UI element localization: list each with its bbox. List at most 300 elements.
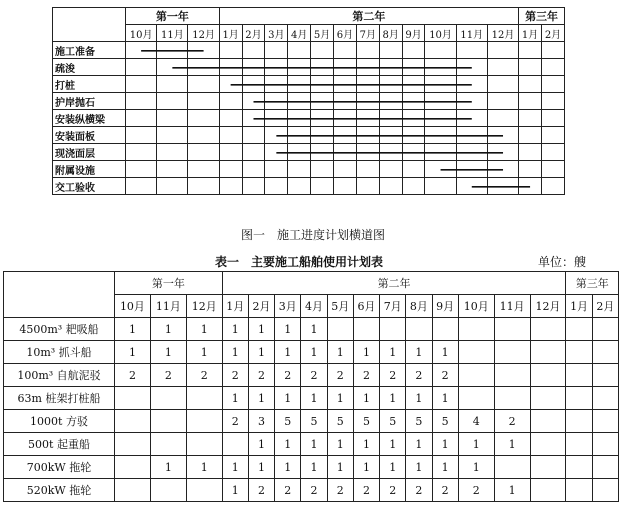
ship-count-cell: 2 — [248, 364, 274, 387]
ship-count-cell — [150, 433, 186, 456]
ship-count-cell: 1 — [353, 456, 379, 479]
ship-count-cell: 1 — [458, 456, 494, 479]
gantt-month-header: 12月 — [188, 25, 219, 42]
gantt-cell — [542, 127, 565, 144]
gantt-cell — [242, 161, 265, 178]
ship-count-cell: 2 — [150, 364, 186, 387]
gantt-cell — [402, 42, 425, 59]
ship-count-cell: 1 — [380, 456, 406, 479]
ship-row — [4, 410, 619, 433]
gantt-cell — [425, 144, 456, 161]
ship-count-cell: 1 — [458, 433, 494, 456]
ship-count-cell — [530, 433, 566, 456]
ship-count-cell: 5 — [353, 410, 379, 433]
gantt-task-name: 打桩 — [53, 76, 126, 93]
gantt-month-header: 6月 — [334, 25, 357, 42]
ship-name: 4500m³ 耙吸船 — [4, 318, 115, 341]
ship-count-cell — [530, 479, 566, 502]
gantt-cell — [288, 76, 311, 93]
ship-count-cell: 1 — [248, 433, 274, 456]
gantt-cell — [456, 178, 487, 195]
ship-count-cell — [494, 456, 530, 479]
ship-count-cell: 1 — [248, 387, 274, 410]
ship-count-cell: 2 — [494, 410, 530, 433]
gantt-task-name: 护岸抛石 — [53, 93, 126, 110]
ship-count-cell: 2 — [186, 364, 222, 387]
gantt-task-name: 施工准备 — [53, 42, 126, 59]
ship-count-cell — [458, 318, 494, 341]
ship-count-cell: 1 — [222, 341, 248, 364]
gantt-cell — [425, 178, 456, 195]
gantt-month-header: 2月 — [542, 25, 565, 42]
gantt-cell — [219, 93, 242, 110]
ship-count-cell — [530, 341, 566, 364]
gantt-cell — [188, 110, 219, 127]
gantt-cell — [242, 76, 265, 93]
gantt-cell — [242, 110, 265, 127]
gantt-task-row — [53, 42, 565, 59]
gantt-cell — [126, 144, 157, 161]
ship-row — [4, 364, 619, 387]
ship-count-cell: 2 — [432, 479, 458, 502]
gantt-cell — [425, 59, 456, 76]
gantt-cell — [188, 59, 219, 76]
ship-count-cell — [566, 479, 592, 502]
ships-month-header: 2月 — [248, 295, 274, 318]
gantt-cell — [519, 76, 542, 93]
ship-count-cell — [327, 318, 353, 341]
ship-count-cell — [150, 387, 186, 410]
ship-count-cell: 2 — [327, 364, 353, 387]
ship-count-cell: 5 — [327, 410, 353, 433]
ship-count-cell — [566, 318, 592, 341]
gantt-cell — [379, 127, 402, 144]
gantt-cell — [542, 42, 565, 59]
gantt-cell — [126, 42, 157, 59]
gantt-cell — [519, 144, 542, 161]
gantt-cell — [288, 59, 311, 76]
ship-count-cell: 2 — [353, 364, 379, 387]
gantt-cell — [402, 161, 425, 178]
gantt-cell — [157, 93, 188, 110]
gantt-cell — [356, 110, 379, 127]
ship-row — [4, 387, 619, 410]
ship-count-cell: 1 — [353, 433, 379, 456]
gantt-cell — [219, 76, 242, 93]
ship-count-cell: 1 — [406, 456, 432, 479]
ships-month-header: 10月 — [458, 295, 494, 318]
ships-month-header: 7月 — [380, 295, 406, 318]
ship-count-cell — [186, 410, 222, 433]
ship-name: 700kW 拖轮 — [4, 456, 115, 479]
ship-count-cell — [530, 456, 566, 479]
ship-count-cell: 1 — [432, 456, 458, 479]
gantt-task-row — [53, 161, 565, 178]
gantt-cell — [379, 161, 402, 178]
gantt-cell — [487, 76, 518, 93]
gantt-cell — [542, 144, 565, 161]
ship-count-cell — [458, 364, 494, 387]
ship-count-cell — [494, 341, 530, 364]
ship-count-cell: 5 — [301, 410, 327, 433]
gantt-month-header: 11月 — [157, 25, 188, 42]
gantt-cell — [402, 127, 425, 144]
gantt-task-row — [53, 127, 565, 144]
gantt-cell — [425, 76, 456, 93]
gantt-task-name: 交工验收 — [53, 178, 126, 195]
gantt-cell — [519, 127, 542, 144]
gantt-cell — [487, 144, 518, 161]
gantt-cell — [542, 161, 565, 178]
ship-count-cell — [186, 433, 222, 456]
gantt-task-row — [53, 59, 565, 76]
gantt-task-row — [53, 110, 565, 127]
gantt-cell — [242, 59, 265, 76]
ship-count-cell — [494, 364, 530, 387]
gantt-cell — [311, 42, 334, 59]
gantt-cell — [242, 144, 265, 161]
ship-count-cell — [566, 410, 592, 433]
gantt-cell — [379, 178, 402, 195]
ship-count-cell: 2 — [327, 479, 353, 502]
gantt-year-header: 第二年 — [219, 8, 518, 25]
gantt-cell — [542, 110, 565, 127]
gantt-year-header: 第一年 — [126, 8, 220, 25]
ship-count-cell: 1 — [380, 387, 406, 410]
ship-count-cell: 2 — [432, 364, 458, 387]
ship-count-cell: 1 — [222, 318, 248, 341]
ship-count-cell: 1 — [222, 387, 248, 410]
ship-count-cell: 5 — [406, 410, 432, 433]
ship-count-cell: 1 — [150, 456, 186, 479]
gantt-cell — [356, 178, 379, 195]
ship-count-cell — [530, 318, 566, 341]
ship-count-cell — [592, 341, 618, 364]
table-unit: 单位：艘 — [538, 255, 587, 269]
gantt-corner — [53, 8, 126, 42]
ship-count-cell: 2 — [248, 479, 274, 502]
ship-count-cell: 1 — [301, 456, 327, 479]
gantt-cell — [265, 144, 288, 161]
ships-month-header: 9月 — [432, 295, 458, 318]
gantt-cell — [334, 127, 357, 144]
ship-count-cell: 1 — [406, 387, 432, 410]
gantt-cell — [288, 161, 311, 178]
gantt-month-header: 10月 — [126, 25, 157, 42]
gantt-cell — [288, 42, 311, 59]
ship-name: 520kW 拖轮 — [4, 479, 115, 502]
gantt-cell — [157, 59, 188, 76]
gantt-cell — [188, 93, 219, 110]
gantt-task-name: 现浇面层 — [53, 144, 126, 161]
gantt-cell — [456, 127, 487, 144]
gantt-cell — [157, 76, 188, 93]
ship-count-cell — [592, 410, 618, 433]
gantt-task-row — [53, 93, 565, 110]
ship-count-cell: 4 — [458, 410, 494, 433]
gantt-month-row — [53, 25, 565, 42]
gantt-task-name: 附属设施 — [53, 161, 126, 178]
ship-count-cell — [150, 410, 186, 433]
ship-count-cell: 1 — [432, 433, 458, 456]
ships-month-header: 11月 — [494, 295, 530, 318]
ship-count-cell — [115, 433, 151, 456]
ship-count-cell — [494, 318, 530, 341]
gantt-cell — [311, 127, 334, 144]
gantt-cell — [334, 144, 357, 161]
gantt-cell — [402, 178, 425, 195]
gantt-month-header: 9月 — [402, 25, 425, 42]
ships-year-header: 第二年 — [222, 272, 566, 295]
gantt-cell — [242, 127, 265, 144]
ship-count-cell: 1 — [275, 387, 301, 410]
ship-count-cell — [566, 433, 592, 456]
ship-name: 100m³ 自航泥驳 — [4, 364, 115, 387]
ship-name: 10m³ 抓斗船 — [4, 341, 115, 364]
ship-count-cell: 2 — [115, 364, 151, 387]
gantt-month-header: 12月 — [487, 25, 518, 42]
gantt-cell — [402, 59, 425, 76]
gantt-task-row — [53, 178, 565, 195]
gantt-month-header: 3月 — [265, 25, 288, 42]
gantt-cell — [288, 127, 311, 144]
ship-count-cell — [566, 341, 592, 364]
gantt-task-name: 安装面板 — [53, 127, 126, 144]
ship-count-cell: 1 — [248, 341, 274, 364]
ship-count-cell — [406, 318, 432, 341]
ships-month-header: 1月 — [566, 295, 592, 318]
ship-count-cell — [592, 387, 618, 410]
gantt-task-name: 安装纵横梁 — [53, 110, 126, 127]
ship-count-cell: 2 — [301, 364, 327, 387]
ship-count-cell: 5 — [380, 410, 406, 433]
ship-count-cell — [115, 410, 151, 433]
ship-count-cell: 2 — [275, 479, 301, 502]
ship-count-cell: 1 — [222, 479, 248, 502]
ships-year-row — [4, 272, 619, 295]
ship-count-cell: 2 — [353, 479, 379, 502]
ship-count-cell: 1 — [380, 341, 406, 364]
gantt-cell — [402, 144, 425, 161]
gantt-cell — [219, 110, 242, 127]
gantt-cell — [519, 110, 542, 127]
gantt-cell — [542, 76, 565, 93]
ship-count-cell: 1 — [301, 341, 327, 364]
gantt-task-row — [53, 76, 565, 93]
gantt-cell — [334, 93, 357, 110]
gantt-cell — [456, 93, 487, 110]
gantt-cell — [311, 59, 334, 76]
gantt-cell — [456, 144, 487, 161]
gantt-cell — [542, 93, 565, 110]
ship-count-cell: 1 — [494, 479, 530, 502]
gantt-month-header: 4月 — [288, 25, 311, 42]
gantt-cell — [334, 110, 357, 127]
ship-count-cell — [592, 433, 618, 456]
ship-count-cell — [494, 387, 530, 410]
ship-row — [4, 341, 619, 364]
gantt-cell — [219, 161, 242, 178]
table-title: 表一 主要施工船舶使用计划表 — [215, 255, 384, 269]
gantt-cell — [456, 110, 487, 127]
gantt-task-row — [53, 144, 565, 161]
gantt-month-header: 8月 — [379, 25, 402, 42]
ships-month-header: 6月 — [353, 295, 379, 318]
gantt-cell — [425, 161, 456, 178]
ships-month-header: 8月 — [406, 295, 432, 318]
gantt-cell — [311, 76, 334, 93]
gantt-cell — [242, 178, 265, 195]
ship-count-cell: 1 — [248, 318, 274, 341]
figure-caption: 图一 施工进度计划横道图 — [240, 228, 385, 242]
gantt-cell — [487, 59, 518, 76]
gantt-cell — [425, 93, 456, 110]
gantt-cell — [356, 144, 379, 161]
ships-month-header: 4月 — [301, 295, 327, 318]
ship-count-cell: 1 — [327, 387, 353, 410]
gantt-cell — [288, 144, 311, 161]
ship-count-cell: 1 — [115, 318, 151, 341]
ship-count-cell: 1 — [301, 318, 327, 341]
gantt-cell — [265, 178, 288, 195]
ship-count-cell: 2 — [458, 479, 494, 502]
ships-month-header: 12月 — [530, 295, 566, 318]
gantt-cell — [219, 178, 242, 195]
gantt-cell — [356, 127, 379, 144]
gantt-cell — [157, 42, 188, 59]
gantt-cell — [519, 178, 542, 195]
ship-count-cell — [150, 479, 186, 502]
ship-name: 63m 桩架打桩船 — [4, 387, 115, 410]
gantt-cell — [157, 110, 188, 127]
gantt-cell — [519, 59, 542, 76]
gantt-cell — [334, 76, 357, 93]
ship-row — [4, 318, 619, 341]
gantt-cell — [311, 178, 334, 195]
ships-year-header: 第三年 — [566, 272, 619, 295]
gantt-cell — [334, 178, 357, 195]
gantt-table — [52, 7, 565, 195]
gantt-cell — [242, 42, 265, 59]
gantt-cell — [265, 127, 288, 144]
gantt-cell — [487, 110, 518, 127]
gantt-cell — [126, 127, 157, 144]
ship-count-cell — [432, 318, 458, 341]
gantt-cell — [356, 93, 379, 110]
ship-count-cell — [530, 387, 566, 410]
gantt-cell — [456, 42, 487, 59]
gantt-cell — [188, 161, 219, 178]
ship-count-cell — [186, 479, 222, 502]
gantt-cell — [219, 59, 242, 76]
ship-count-cell: 1 — [301, 433, 327, 456]
gantt-cell — [219, 127, 242, 144]
ship-count-cell: 2 — [301, 479, 327, 502]
ship-count-cell: 1 — [406, 433, 432, 456]
gantt-cell — [126, 59, 157, 76]
ships-corner — [4, 272, 115, 318]
ships-month-header: 11月 — [150, 295, 186, 318]
gantt-cell — [334, 59, 357, 76]
ships-month-header: 3月 — [275, 295, 301, 318]
gantt-cell — [356, 161, 379, 178]
gantt-cell — [425, 42, 456, 59]
ships-month-header: 5月 — [327, 295, 353, 318]
gantt-cell — [188, 42, 219, 59]
ship-count-cell — [115, 387, 151, 410]
gantt-cell — [402, 93, 425, 110]
ship-row — [4, 433, 619, 456]
gantt-cell — [542, 59, 565, 76]
gantt-cell — [334, 161, 357, 178]
gantt-cell — [157, 127, 188, 144]
gantt-cell — [126, 93, 157, 110]
gantt-cell — [126, 110, 157, 127]
ship-count-cell — [566, 387, 592, 410]
gantt-cell — [425, 127, 456, 144]
ship-count-cell: 1 — [275, 318, 301, 341]
gantt-year-header: 第三年 — [519, 8, 565, 25]
gantt-cell — [334, 42, 357, 59]
gantt-cell — [379, 59, 402, 76]
gantt-cell — [311, 144, 334, 161]
ship-count-cell — [458, 341, 494, 364]
gantt-month-header: 5月 — [311, 25, 334, 42]
gantt-month-header: 1月 — [219, 25, 242, 42]
gantt-cell — [402, 76, 425, 93]
ship-count-cell: 2 — [275, 364, 301, 387]
ship-count-cell: 1 — [248, 456, 274, 479]
gantt-cell — [157, 161, 188, 178]
gantt-cell — [265, 93, 288, 110]
gantt-cell — [311, 93, 334, 110]
gantt-cell — [356, 42, 379, 59]
gantt-cell — [519, 161, 542, 178]
gantt-cell — [311, 110, 334, 127]
gantt-cell — [126, 76, 157, 93]
ship-count-cell: 1 — [115, 341, 151, 364]
ship-name: 500t 起重船 — [4, 433, 115, 456]
gantt-cell — [456, 59, 487, 76]
ship-count-cell — [530, 410, 566, 433]
ship-count-cell — [592, 364, 618, 387]
gantt-cell — [219, 144, 242, 161]
ship-count-cell: 3 — [248, 410, 274, 433]
ship-count-cell — [566, 364, 592, 387]
gantt-year-row — [53, 8, 565, 25]
ship-count-cell: 1 — [150, 318, 186, 341]
ship-count-cell: 1 — [353, 341, 379, 364]
gantt-cell — [242, 93, 265, 110]
gantt-task-name: 疏浚 — [53, 59, 126, 76]
gantt-cell — [219, 42, 242, 59]
ship-count-cell — [222, 433, 248, 456]
gantt-cell — [265, 76, 288, 93]
ship-count-cell: 1 — [150, 341, 186, 364]
ship-count-cell — [458, 387, 494, 410]
ship-count-cell: 1 — [186, 456, 222, 479]
gantt-cell — [402, 110, 425, 127]
ship-count-cell: 1 — [380, 433, 406, 456]
ship-count-cell: 1 — [432, 387, 458, 410]
ship-count-cell: 1 — [327, 456, 353, 479]
ship-count-cell: 1 — [186, 318, 222, 341]
gantt-cell — [519, 93, 542, 110]
gantt-cell — [265, 110, 288, 127]
ships-month-header: 12月 — [186, 295, 222, 318]
gantt-cell — [188, 76, 219, 93]
ships-month-header: 1月 — [222, 295, 248, 318]
